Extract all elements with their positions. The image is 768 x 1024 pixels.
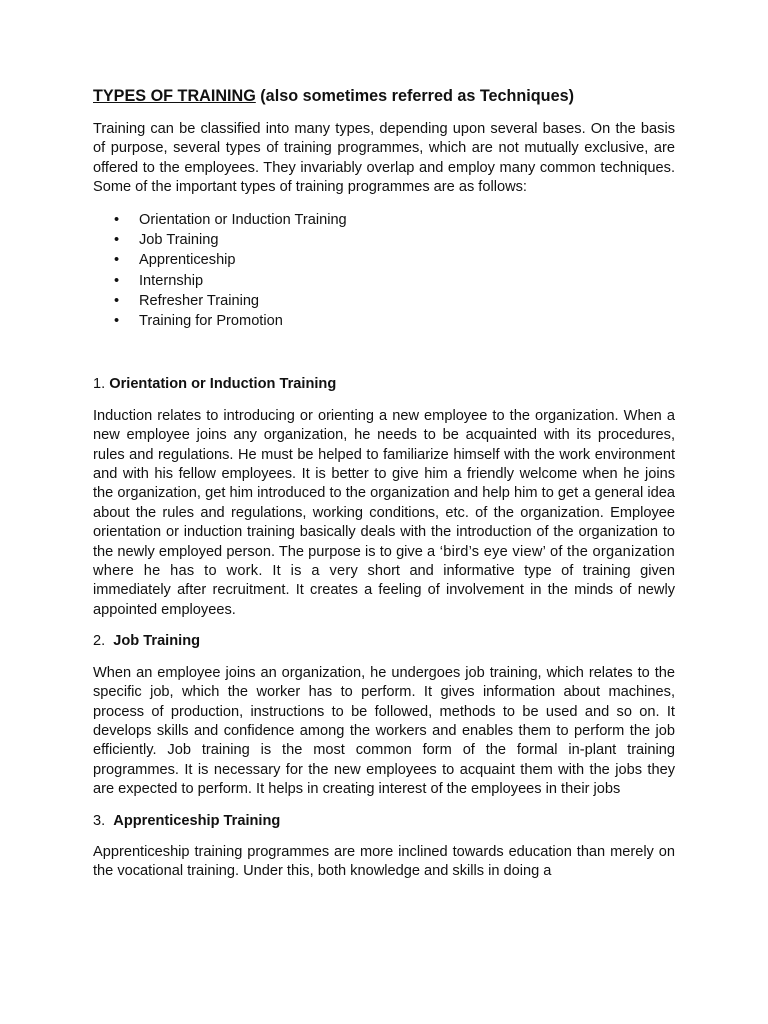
- bullet-icon: •: [114, 211, 120, 228]
- section-body-job-training: When an employee joins an organization, he undergoes job training, which relates to the specific job, which the worker has to perform. It gives information about machines, process of production, instructions to be followed, methods to be used and so on. It develops skills and confidence among the workers and enables them to perform the job efficiently. Job training is the most common form of the formal in-plant training programmes. It is necessary for the new employees to acquaint them with the jobs they are expected to perform. It helps in creating interest of the employees in their jobs: [93, 664, 675, 798]
- section-body-apprenticeship: Apprenticeship training programmes are more inclined towards education than merely on the vocational training. Under this, both knowledge and skills in doing a: [93, 843, 675, 880]
- section-title: Orientation or Induction Training: [109, 376, 337, 393]
- title-rest: (also sometimes referred as Techniques): [260, 87, 574, 105]
- list-item: • Training for Promotion: [93, 311, 675, 331]
- title-underlined: TYPES OF TRAINING: [93, 87, 256, 105]
- list-item: • Job Training: [93, 230, 675, 250]
- bullet-icon: •: [114, 231, 120, 248]
- section-body-orientation: Induction relates to introducing or orienting a new employee to the organization. When a new employee joins any organization, he needs to be acquainted with its procedures, rules and regulations. He must be helped to familiarize himself with the work environment and with his fellow employees. It is better to give him a friendly welcome when he joins the organization, get him introduced to the organization and help him to get a general idea about the rules and regulations, working conditions, etc. of the organization. Employee orientation or induction training basically deals with the introduction of the organization to the newly employed person. The purpose is to give a ‘bird’s eye view’ of the organization where he has to work. It is a very short and informative type of training given immediately after recruitment. It creates a feeling of involvement in the minds of newly appointed employees.: [93, 407, 675, 618]
- bullet-icon: •: [114, 272, 120, 289]
- section-title: Apprenticeship Training: [113, 812, 281, 829]
- section-heading-orientation: [93, 375, 675, 394]
- document-page: [93, 86, 675, 894]
- section-number: 2.: [93, 633, 106, 650]
- training-types-list: [93, 210, 675, 332]
- section-heading-job-training: [93, 632, 675, 651]
- page-title: [93, 86, 675, 106]
- list-item: • Orientation or Induction Training: [93, 210, 675, 230]
- bullet-icon: •: [114, 292, 120, 309]
- section-number: 1.: [93, 376, 106, 393]
- list-item: • Internship: [93, 271, 675, 291]
- intro-paragraph: Training can be classified into many types, depending upon several bases. On the basis of purpose, several types of training programmes, which are not mutually exclusive, are offered to the employees. They invariably overlap and employ many common techniques. Some of the important types of training programmes are as follows:: [93, 121, 675, 196]
- list-item: • Refresher Training: [93, 291, 675, 311]
- bullet-icon: •: [114, 252, 120, 269]
- bullet-icon: •: [114, 313, 120, 330]
- list-item: • Apprenticeship: [93, 250, 675, 270]
- section-title: Job Training: [113, 633, 201, 650]
- section-number: 3.: [93, 812, 106, 829]
- section-heading-apprenticeship: [93, 812, 675, 831]
